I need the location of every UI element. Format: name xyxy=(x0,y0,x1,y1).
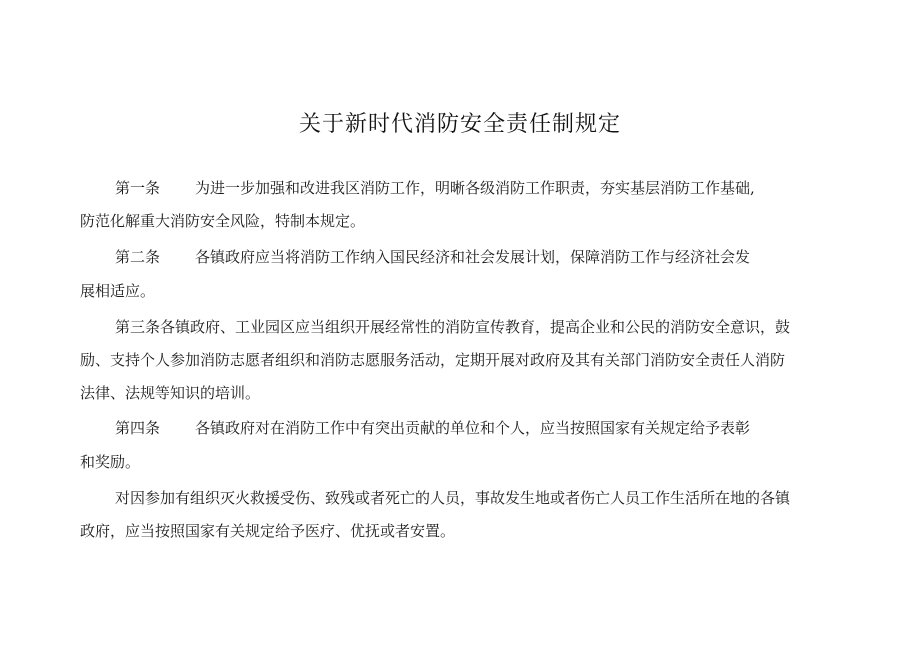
article-4-text-1: 各镇政府对在消防工作中有突出贡献的单位和个人，应当按照国家有关规定给予表彰 xyxy=(195,419,751,437)
article-3-line-3: 法律、法规等知识的培训。 xyxy=(80,384,261,402)
article-4-heading: 第四条 xyxy=(115,419,161,437)
paragraph-5-line-2: 政府，应当按照国家有关规定给予医疗、优抚或者安置。 xyxy=(80,522,456,540)
article-1-heading: 第一条 xyxy=(115,179,161,197)
article-1-text-1: 为进一步加强和改进我区消防工作，明晰各级消防工作职责，夯实基层消防工作基础, xyxy=(195,179,755,197)
article-2-line-1 xyxy=(115,247,750,267)
article-3-line-1: 第三条各镇政府、工业园区应当组织开展经常性的消防宣传教育，提高企业和公民的消防安全意识，鼓 xyxy=(115,318,791,336)
article-1-line-1 xyxy=(115,178,755,198)
article-2-heading: 第二条 xyxy=(115,248,161,266)
article-3-line-2: 励、支持个人参加消防志愿者组织和消防志愿服务活动，定期开展对政府及其有关部门消防安全责任人消防 xyxy=(80,351,786,369)
paragraph-5-line-1: 对因参加有组织灭火救援受伤、致残或者死亡的人员，事故发生地或者伤亡人员工作生活所在地的各镇 xyxy=(115,489,791,507)
article-2-text-1: 各镇政府应当将消防工作纳入国民经济和社会发展计划，保障消防工作与经济社会发 xyxy=(195,248,751,266)
document-title: 关于新时代消防安全责任制规定 xyxy=(298,112,621,137)
article-4-line-2: 和奖励。 xyxy=(80,453,141,471)
article-2-line-2: 展相适应。 xyxy=(80,282,156,300)
article-1-line-2: 防范化解重大消防安全风险，特制本规定。 xyxy=(80,212,366,230)
article-4-line-1 xyxy=(115,418,750,438)
